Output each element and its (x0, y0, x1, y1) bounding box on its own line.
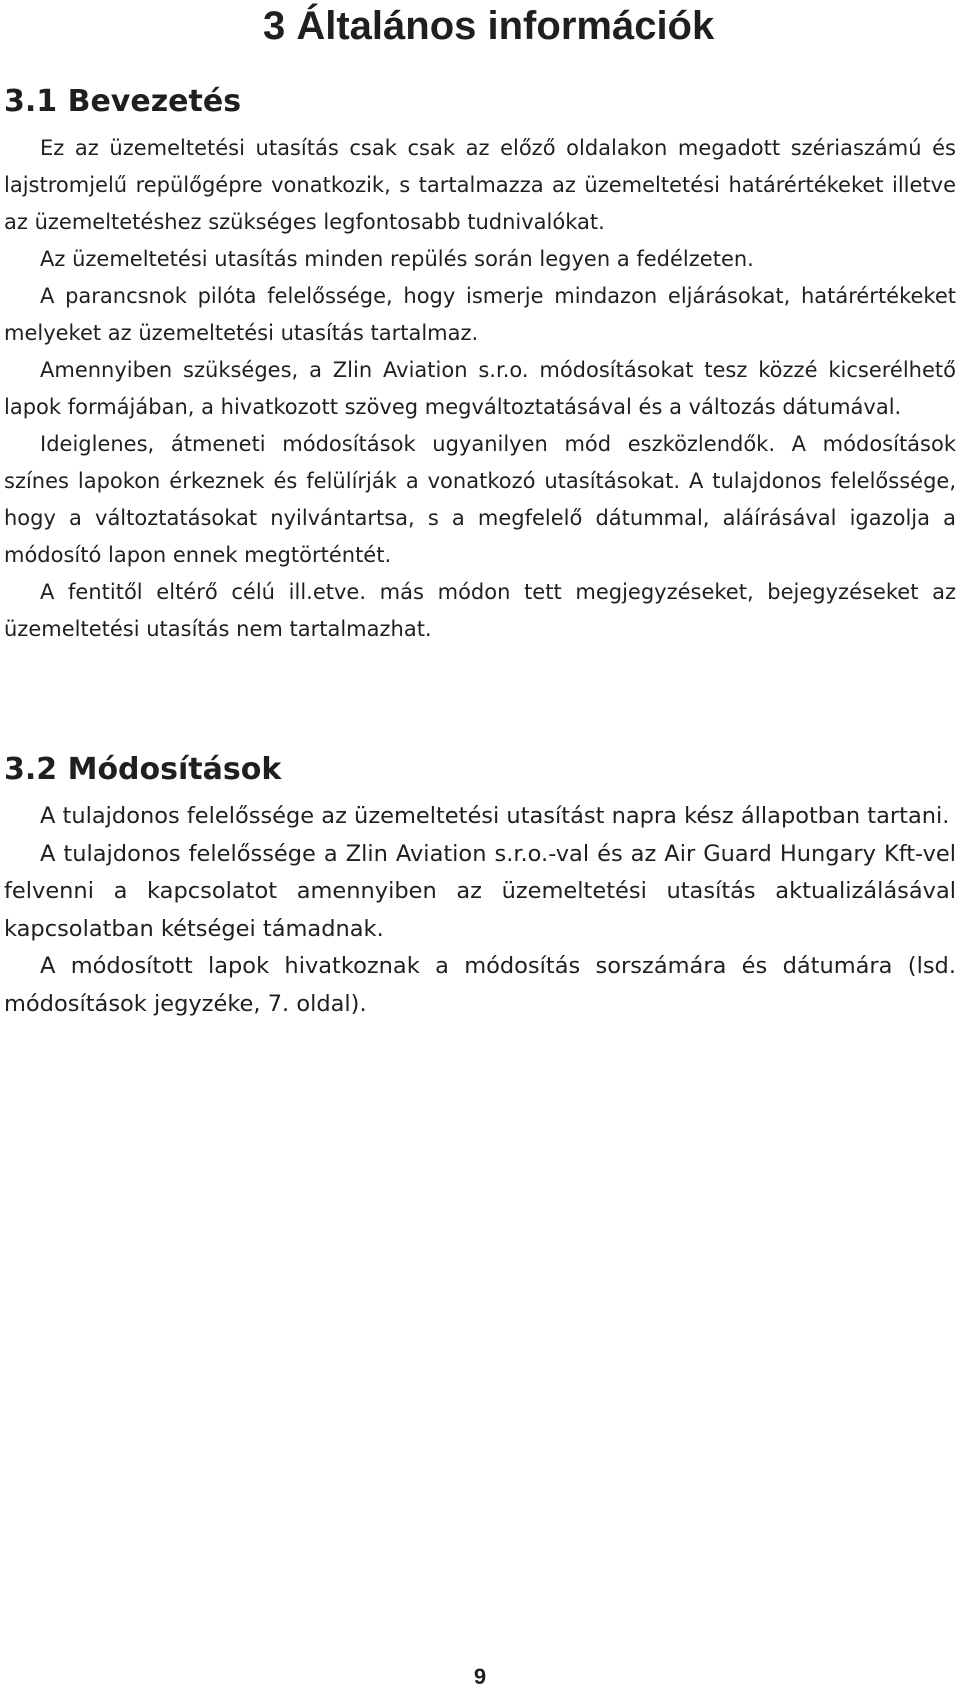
section-heading: 3.2 Módosítások (4, 752, 282, 787)
section-heading: 3.1 Bevezetés (4, 84, 242, 119)
paragraph: A módosított lapok hivatkoznak a módosítás sorszámára és dátumára (lsd. módosítások jegyzéke, 7. oldal). (4, 953, 956, 1017)
paragraph: Ez az üzemeltetési utasítás csak csak az előző oldalakon megadott szériaszámú és lajstromjelű repülőgépre vonatkozik, s tartalmazza az üzemeltetési határértékeket illetve az üzemeltetéshez szükséges legfontosabb tudnivalókat. (4, 136, 956, 234)
section-introduction (4, 80, 956, 648)
paragraph: Az üzemeltetési utasítás minden repülés során legyen a fedélzeten. (40, 247, 754, 271)
paragraph: A parancsnok pilóta felelőssége, hogy ismerje mindazon eljárásokat, határértékeket melyeket az üzemeltetési utasítás tartalmaz. (4, 284, 956, 345)
paragraph: A tulajdonos felelőssége a Zlin Aviation s.r.o.-val és az Air Guard Hungary Kft-vel felvenni a kapcsolatot amennyiben az üzemeltetési utasítás aktualizálásával kapcsolatban kétségei támadnak. (4, 840, 956, 942)
paragraph: Amennyiben szükséges, a Zlin Aviation s.r.o. módosításokat tesz közzé kicserélhető lapok formájában, a hivatkozott szöveg megváltoztatásával és a változás dátumával. (4, 358, 956, 419)
section-modifications (4, 748, 956, 1023)
paragraph: A fentitől eltérő célú ill.etve. más módon tett megjegyzéseket, bejegyzéseket az üzemeltetési utasítás nem tartalmazhat. (4, 580, 956, 641)
paragraph: Ideiglenes, átmeneti módosítások ugyanilyen mód eszközlendők. A módosítások színes lapokon érkeznek és felülírják a vonatkozó utasításokat. A tulajdonos felelőssége, hogy a változtatásokat nyilvántartsa, s a megfelelő dátummal, aláírásával igazolja a módosító lapon ennek megtörténtét. (4, 432, 956, 567)
paragraph: A tulajdonos felelőssége az üzemeltetési utasítást napra kész állapotban tartani. (40, 803, 950, 829)
page-number: 9 (473, 1664, 487, 1689)
page-title: 3 Általános információk (263, 4, 715, 48)
